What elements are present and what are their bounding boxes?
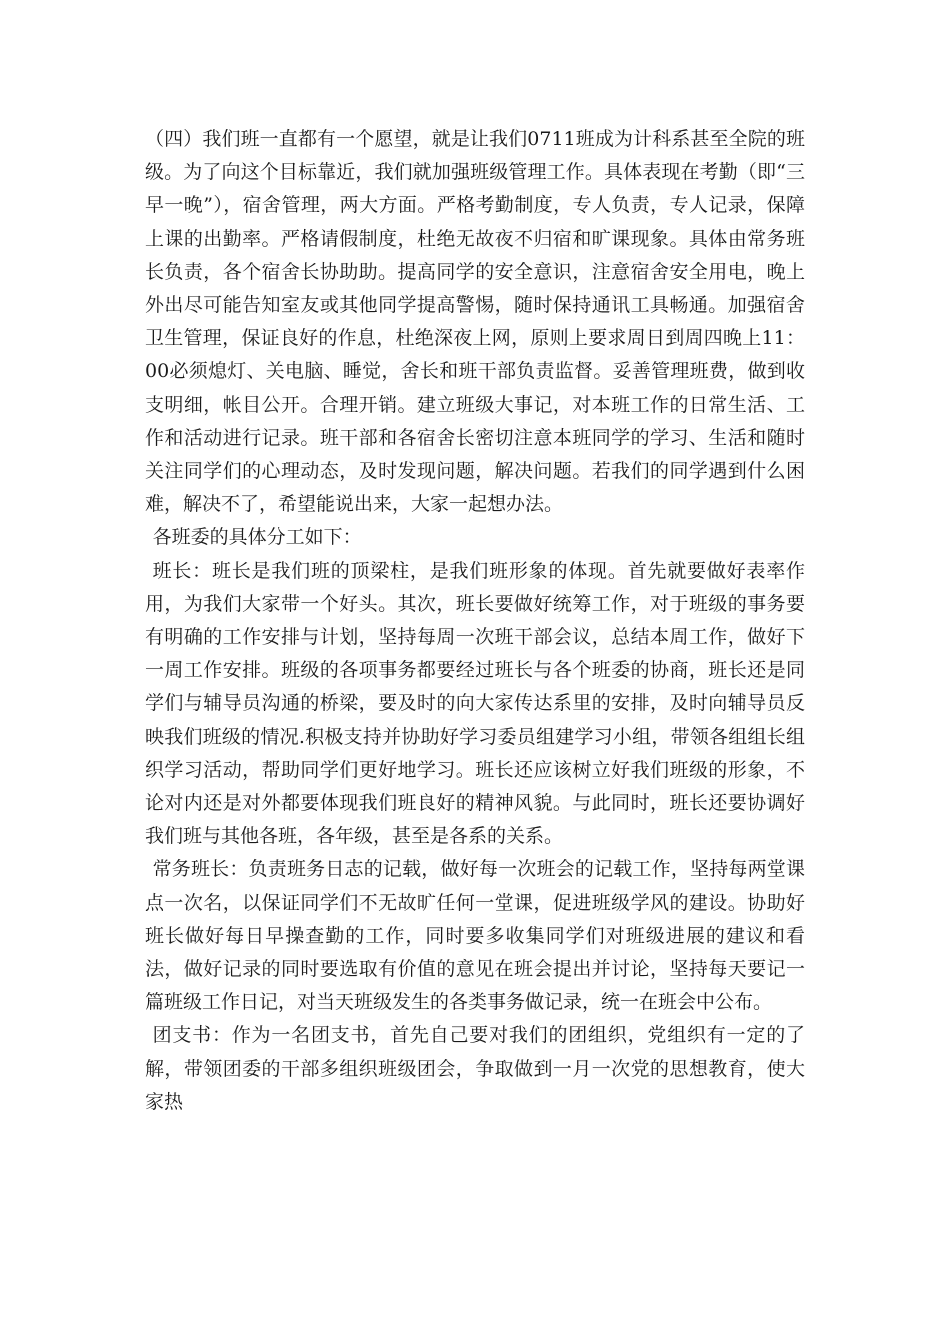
paragraph-executive-monitor: 常务班长：负责班务日志的记载，做好每一次班会的记载工作，坚持每两堂课点一次名，以保证同学们不无故旷任何一堂课，促进班级学风的建设。协助好班长做好每日早操查勤的工作，同时要多收集同学们对班级进展的建议和看法，做好记录的同时要选取有价值的意见在班会提出并讨论，坚持每天要记一篇班级工作日记，对当天班级发生的各类事务做记录，统一在班会中公布。 bbox=[145, 858, 805, 1014]
document-body bbox=[145, 123, 805, 1119]
paragraph-monitor: 班长：班长是我们班的顶梁柱，是我们班形象的体现。首先就要做好表率作用，为我们大家带一个好头。其次，班长要做好统筹工作，对于班级的事务要有明确的工作安排与计划，坚持每周一次班干部会议，总结本周工作，做好下一周工作安排。班级的各项事务都要经过班长与各个班委的协商，班长还是同学们与辅导员沟通的桥梁，要及时的向大家传达系里的安排，及时向辅导员反映我们班级的情况.积极支持并协助好学习委员组建学习小组，带领各组组长组织学习活动，帮助同学们更好地学习。班长还应该树立好我们班级的形象，不论对内还是对外都要体现我们班良好的精神风貌。与此同时，班长还要协调好我们班与其他各班，各年级，甚至是各系的关系。 bbox=[145, 559, 805, 848]
paragraph-league-secretary: 团支书：作为一名团支书，首先自己要对我们的团组织，党组织有一定的了解，带领团委的干部多组织班级团会，争取做到一月一次党的思想教育，使大家热 bbox=[145, 1024, 805, 1113]
paragraph-class-management: （四）我们班一直都有一个愿望，就是让我们0711班成为计科系甚至全院的班级。为了向这个目标靠近，我们就加强班级管理工作。具体表现在考勤（即“三早一晚”），宿舍管理，两大方面。严格考勤制度，专人负责，专人记录，保障上课的出勤率。严格请假制度，杜绝无故夜不归宿和旷课现象。具体由常务班长负责，各个宿舍长协助助。提高同学的安全意识，注意宿舍安全用电，晚上外出尽可能告知室友或其他同学提高警惕，随时保持通讯工具畅通。加强宿舍卫生管理，保证良好的作息，杜绝深夜上网，原则上要求周日到周四晚上11：00必须熄灯、关电脑、睡觉，舍长和班干部负责监督。妥善管理班费，做到收支明细，帐目公开。合理开销。建立班级大事记，对本班工作的日常生活、工作和活动进行记录。班干部和各宿舍长密切注意本班同学的学习、生活和随时关注同学们的心理动态，及时发现问题，解决问题。若我们的同学遇到什么困难，解决不了，希望能说出来，大家一起想办法。 bbox=[145, 128, 805, 516]
paragraph-committee-intro: 各班委的具体分工如下： bbox=[152, 526, 362, 549]
